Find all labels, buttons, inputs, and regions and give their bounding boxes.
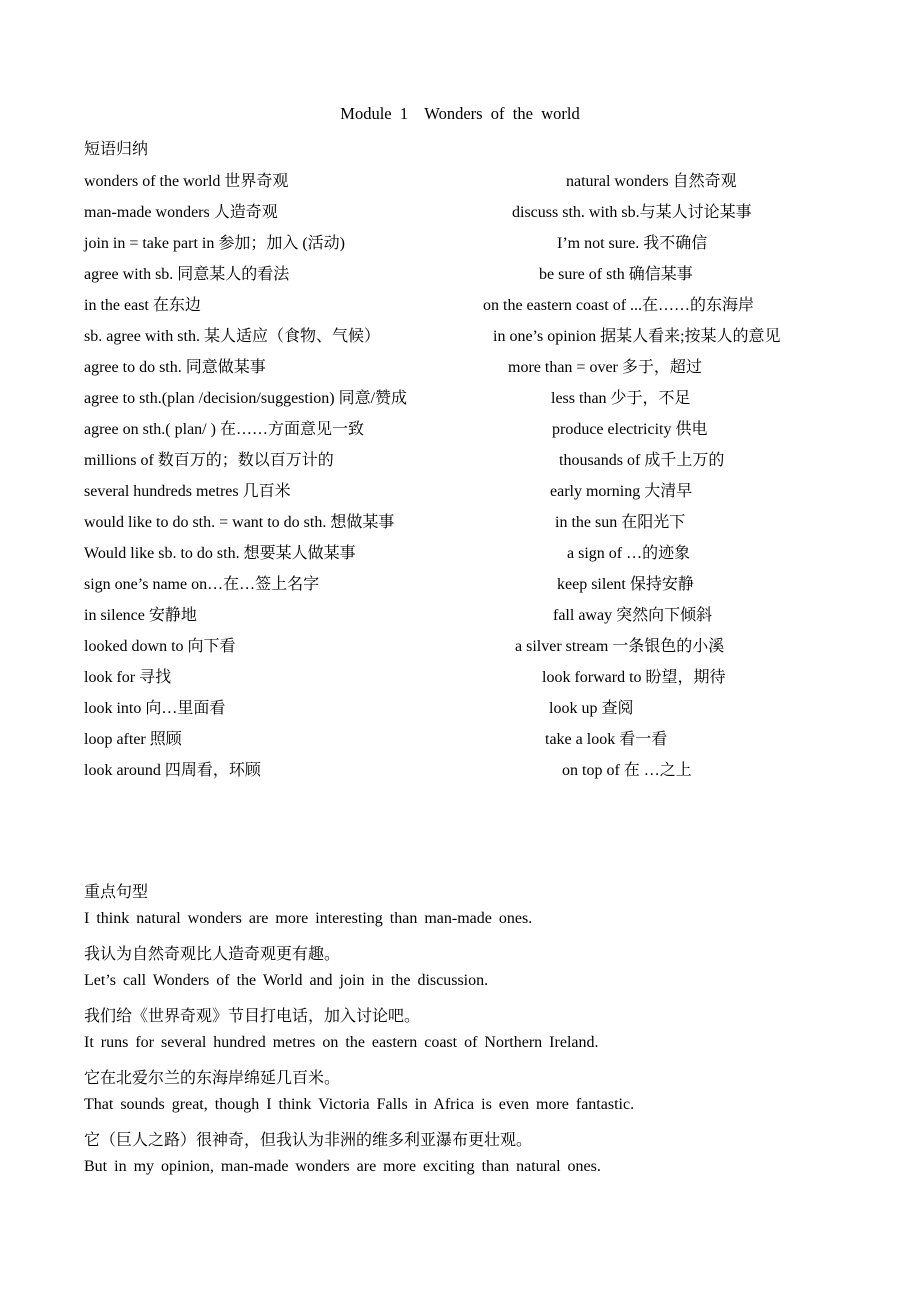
phrase-row [0,447,920,471]
phrase-right: I’m not sure. 我不确信 [557,235,708,252]
phrase-left: wonders of the world 世界奇观 [84,173,289,190]
phrase-left: looked down to 向下看 [84,638,236,655]
phrase-left: would like to do sth. = want to do sth. 想做某事 [84,514,395,531]
sentence-english: That sounds great, though I think Victoria Falls in Africa is even more fantastic. [84,1096,635,1113]
phrase-right: thousands of 成千上万的 [559,452,725,469]
sentence-english: I think natural wonders are more interesting than man-made ones. [84,910,533,927]
phrase-right: discuss sth. with sb.与某人讨论某事 [512,204,752,221]
phrase-row [0,540,920,564]
phrase-right: a sign of …的迹象 [567,545,691,562]
sentences-heading: 重点句型 [84,884,149,901]
phrase-left: sign one’s name on…在…签上名字 [84,576,320,593]
phrase-right: on the eastern coast of ...在……的东海岸 [483,297,755,314]
phrase-row [0,385,920,409]
phrase-row [0,354,920,378]
phrase-row [0,509,920,533]
phrase-left: sb. agree with sth. 某人适应（食物、气候） [84,328,380,345]
phrase-left: in the east 在东边 [84,297,201,314]
phrase-row [0,261,920,285]
sentence-english: But in my opinion, man-made wonders are more exciting than natural ones. [84,1158,601,1175]
phrase-right: look up 查阅 [549,700,634,717]
phrase-right: produce electricity 供电 [552,421,708,438]
phrase-left: loop after 照顾 [84,731,182,748]
phrase-row [0,757,920,781]
page-title: Module 1 Wonders of the world [340,104,580,123]
phrase-row [0,416,920,440]
sentence-chinese: 它在北爱尔兰的东海岸绵延几百米。 [84,1070,341,1087]
phrase-left: look for 寻找 [84,669,172,686]
phrase-row [0,478,920,502]
phrase-row [0,168,920,192]
phrase-left: Would like sb. to do sth. 想要某人做某事 [84,545,356,562]
phrase-left: several hundreds metres 几百米 [84,483,291,500]
phrase-right: on top of 在 …之上 [562,762,692,779]
sentence-english: It runs for several hundred metres on the eastern coast of Northern Ireland. [84,1034,599,1051]
phrase-left: look around 四周看，环顾 [84,762,261,779]
phrase-left: join in = take part in 参加；加入 (活动) [84,235,345,252]
phrase-left: in silence 安静地 [84,607,197,624]
phrase-left: agree with sb. 同意某人的看法 [84,266,290,283]
phrase-right: less than 少于，不足 [551,390,691,407]
phrase-row [0,292,920,316]
phrase-row [0,664,920,688]
phrase-row [0,230,920,254]
sentence-chinese: 它（巨人之路）很神奇，但我认为非洲的维多利亚瀑布更壮观。 [84,1132,533,1149]
phrase-left: man-made wonders 人造奇观 [84,204,278,221]
phrase-left: agree to do sth. 同意做某事 [84,359,266,376]
phrase-row [0,633,920,657]
phrase-row [0,199,920,223]
phrase-right: look forward to 盼望，期待 [542,669,726,686]
phrase-right: in one’s opinion 据某人看来;按某人的意见 [493,328,781,345]
phrase-right: a silver stream 一条银色的小溪 [515,638,725,655]
phrase-right: in the sun 在阳光下 [555,514,686,531]
phrase-right: keep silent 保持安静 [557,576,694,593]
phrase-row [0,695,920,719]
phrase-row [0,726,920,750]
phrase-right: be sure of sth 确信某事 [539,266,693,283]
phrase-row [0,323,920,347]
phrase-left: agree on sth.( plan/ ) 在……方面意见一致 [84,421,364,438]
sentence-chinese: 我认为自然奇观比人造奇观更有趣。 [84,946,341,963]
phrase-left: millions of 数百万的；数以百万计的 [84,452,334,469]
sentence-chinese: 我们给《世界奇观》节目打电话，加入讨论吧。 [84,1008,421,1025]
phrase-right: early morning 大清早 [550,483,693,500]
sentence-english: Let’s call Wonders of the World and join in the discussion. [84,972,489,989]
phrase-row [0,602,920,626]
phrase-left: agree to sth.(plan /decision/suggestion) 同意/赞成 [84,390,408,407]
phrase-right: more than = over 多于，超过 [508,359,702,376]
phrase-right: fall away 突然向下倾斜 [553,607,713,624]
phrase-left: look into 向…里面看 [84,700,226,717]
phrase-row [0,571,920,595]
phrases-heading: 短语归纳 [84,141,149,158]
phrase-right: take a look 看一看 [545,731,668,748]
phrase-right: natural wonders 自然奇观 [566,173,737,190]
